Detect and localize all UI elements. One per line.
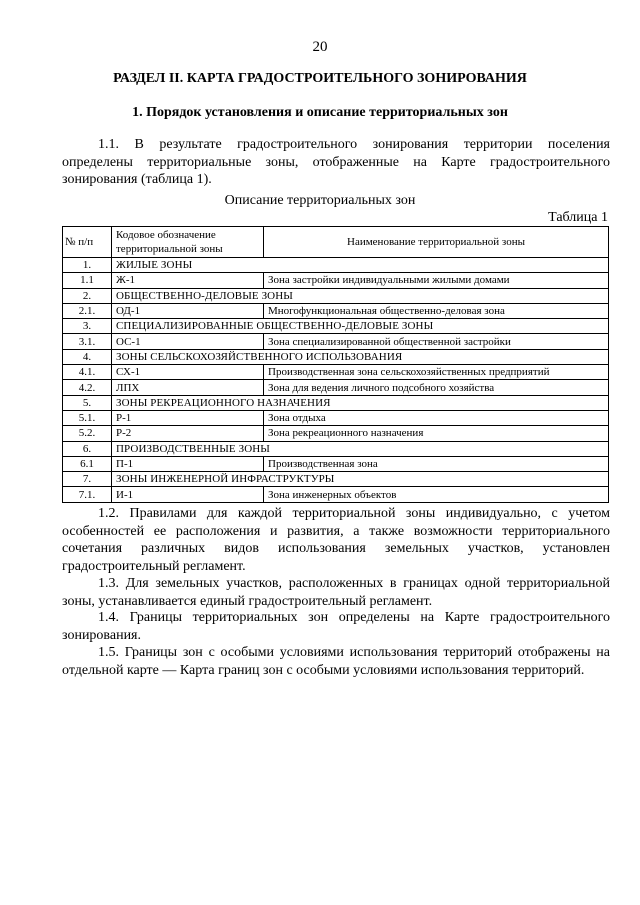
table-group-row: [63, 258, 609, 273]
zone-group-name: ЗОНЫ РЕКРЕАЦИОННОГО НАЗНАЧЕНИЯ: [112, 395, 609, 410]
zone-group-name: ПРОИЗВОДСТВЕННЫЕ ЗОНЫ: [112, 441, 609, 456]
row-num: 5.2.: [63, 426, 112, 441]
zone-code: Р-2: [112, 426, 264, 441]
zone-code: ОД-1: [112, 303, 264, 318]
paragraph-1-4: 1.4. Границы территориальных зон определены на Карте градостроительного зонирования.: [62, 610, 610, 643]
row-num: 4.: [63, 349, 112, 364]
table-label: Таблица 1: [548, 210, 608, 225]
subsection-title: 1. Порядок установления и описание территориальных зон: [132, 105, 508, 120]
row-num: 7.: [63, 472, 112, 487]
row-num: 6.: [63, 441, 112, 456]
paragraph-1-3: 1.3. Для земельных участков, расположенных в границах одной территориальной зоны, устанавливается единый градостроительный регламент.: [62, 576, 610, 609]
table-group-row: [63, 472, 609, 487]
row-num: 2.: [63, 288, 112, 303]
row-num: 5.: [63, 395, 112, 410]
zone-name: Зона специализированной общественной застройки: [264, 334, 609, 349]
zone-name: Зона для ведения личного подсобного хозяйства: [264, 380, 609, 395]
zone-name: Производственная зона: [264, 456, 609, 471]
table-group-row: [63, 395, 609, 410]
zone-code: И-1: [112, 487, 264, 502]
zone-group-name: ЖИЛЫЕ ЗОНЫ: [112, 258, 609, 273]
row-num: 3.: [63, 319, 112, 334]
header-name: Наименование территориальной зоны: [264, 227, 609, 258]
table-group-row: [63, 441, 609, 456]
table-row: [63, 303, 609, 318]
zone-code: СХ-1: [112, 365, 264, 380]
zone-group-name: ЗОНЫ ИНЖЕНЕРНОЙ ИНФРАСТРУКТУРЫ: [112, 472, 609, 487]
zone-group-name: СПЕЦИАЛИЗИРОВАННЫЕ ОБЩЕСТВЕННО-ДЕЛОВЫЕ ЗОНЫ: [112, 319, 609, 334]
table-group-row: [63, 349, 609, 364]
zone-group-name: ЗОНЫ СЕЛЬСКОХОЗЯЙСТВЕННОГО ИСПОЛЬЗОВАНИЯ: [112, 349, 609, 364]
zone-name: Производственная зона сельскохозяйственных предприятий: [264, 365, 609, 380]
page-number: 20: [312, 39, 328, 55]
table-row: [63, 426, 609, 441]
paragraph-1-5: 1.5. Границы зон с особыми условиями использования территорий отображены на отдельной карте — Карта границ зон с особыми условиями использования территорий.: [62, 645, 610, 678]
table-row: [63, 487, 609, 502]
row-num: 4.2.: [63, 380, 112, 395]
header-code: Кодовое обозначение территориальной зоны: [112, 227, 264, 258]
row-num: 3.1.: [63, 334, 112, 349]
section-title: РАЗДЕЛ II. КАРТА ГРАДОСТРОИТЕЛЬНОГО ЗОНИРОВАНИЯ: [113, 71, 527, 86]
row-num: 6.1: [63, 456, 112, 471]
zones-table: [62, 226, 609, 503]
zone-group-name: ОБЩЕСТВЕННО-ДЕЛОВЫЕ ЗОНЫ: [112, 288, 609, 303]
paragraph-1-2: 1.2. Правилами для каждой территориальной зоны индивидуально, с учетом особенностей ее расположения и развития, а также возможности территориального сочетания различных видов использования земельных участков, установлен градостроительный регламент.: [62, 506, 610, 574]
row-num: 1.1: [63, 273, 112, 288]
zone-name: Зона застройки индивидуальными жилыми домами: [264, 273, 609, 288]
zones-table-body: [63, 258, 609, 503]
zone-name: Многофункциональная общественно-деловая зона: [264, 303, 609, 318]
zone-name: Зона инженерных объектов: [264, 487, 609, 502]
table-row: [63, 334, 609, 349]
zone-code: ЛПХ: [112, 380, 264, 395]
row-num: 2.1.: [63, 303, 112, 318]
row-num: 7.1.: [63, 487, 112, 502]
table-row: [63, 365, 609, 380]
zone-code: П-1: [112, 456, 264, 471]
table-row: [63, 273, 609, 288]
table-caption: Описание территориальных зон: [224, 193, 416, 208]
table-row: [63, 410, 609, 425]
zone-code: Р-1: [112, 410, 264, 425]
table-group-row: [63, 319, 609, 334]
zone-name: Зона рекреационного назначения: [264, 426, 609, 441]
header-num: № п/п: [63, 227, 112, 258]
table-header-row: [63, 227, 609, 258]
table-group-row: [63, 288, 609, 303]
zone-code: ОС-1: [112, 334, 264, 349]
row-num: 5.1.: [63, 410, 112, 425]
zone-name: Зона отдыха: [264, 410, 609, 425]
paragraph-1-1: 1.1. В результате градостроительного зонирования территории поселения определены территориальные зоны, отображенные на Карте градостроительного зонирования (таблица 1).: [62, 137, 610, 187]
row-num: 4.1.: [63, 365, 112, 380]
table-row: [63, 380, 609, 395]
table-row: [63, 456, 609, 471]
zone-code: Ж-1: [112, 273, 264, 288]
row-num: 1.: [63, 258, 112, 273]
